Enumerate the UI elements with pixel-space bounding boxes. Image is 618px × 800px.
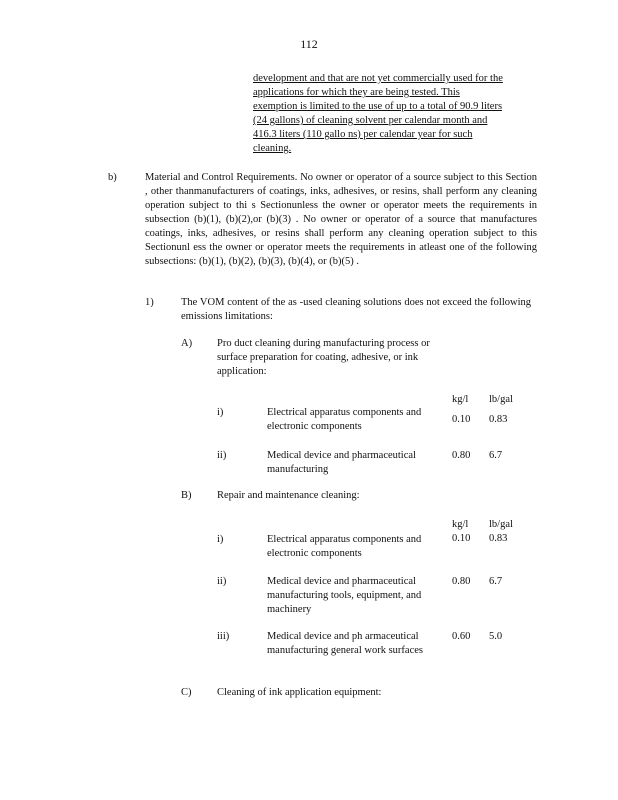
unit-lb-header: lb/gal [489,394,513,405]
exemption-line: (24 gallons) of cleaning solvent per calendar month and [253,115,488,126]
limit-row-label: i) [217,407,224,418]
category-a-label: A) [181,338,193,349]
category-a-text: Pro duct cleaning during manufacturing process or surface preparation for coating, adhesive, or ink application: [217,338,430,377]
limit-row-kg: 0.80 [452,450,471,461]
limit-row-kg: 0.10 [452,533,471,544]
category-b-text: Repair and maintenance cleaning: [217,490,360,501]
limit-row-lb: 5.0 [489,631,503,642]
unit-lb-header: lb/gal [489,519,513,530]
page-number: 112 [300,37,318,51]
exemption-line: cleaning. [253,143,292,154]
limit-row-lb: 6.7 [489,576,503,587]
limit-row-label: i) [217,534,224,545]
category-c-text: Cleaning of ink application equipment: [217,687,382,698]
limit-row-kg: 0.60 [452,631,471,642]
limit-row-text: Electrical apparatus components and electronic components [267,534,422,559]
limit-row-label: iii) [217,631,230,642]
exemption-line: applications for which they are being tested. This [253,87,460,98]
unit-kg-header: kg/l [452,519,469,530]
limit-row-lb: 6.7 [489,450,503,461]
limit-row-label: ii) [217,450,227,461]
limit-row-lb: 0.83 [489,414,508,425]
exemption-line: exemption is limited to the use of up to a total of 90.9 liters [253,101,503,112]
item-1-label: 1) [145,297,154,308]
item-1-text: The VOM content of the as -used cleaning solutions does not exceed the following emissions limitations: [181,297,531,322]
section-b-label: b) [108,172,117,183]
limit-row-kg: 0.10 [452,414,471,425]
category-b-label: B) [181,490,192,501]
exemption-line: 416.3 liters (110 gallo ns) per calendar year for such [253,129,473,140]
limit-row-lb: 0.83 [489,533,508,544]
limit-row-text: Medical device and pharmaceutical manufacturing [267,450,416,475]
limit-row-label: ii) [217,576,227,587]
limit-row-text: Medical device and ph armaceutical manufacturing general work surfaces [267,631,423,656]
limit-row-text: Electrical apparatus components and electronic components [267,407,422,432]
unit-kg-header: kg/l [452,394,469,405]
section-b-text: Material and Control Requirements. No owner or operator of a source subject to this Section , other thanmanufacturers of coatings, inks, adhesives, or resins, shall perform any cleaning operation subject to thi s Sectionunless the owner or operator meets the requirements in subsection (b)(1), (b)(2),or (b)(3) . No owner or operator of a source that manufactures coatings, inks, adhesives, or resins shall perform any cleaning operation subject to this Sectionunl ess the owner or operator meets the requirements in atleast one of the following subsections: (b)(1), (b)(2), (b)(3), (b)(4), or (b)(5) . [145,172,537,267]
limit-row-text: Medical device and pharmaceutical manufacturing tools, equipment, and machinery [267,576,422,615]
category-c-label: C) [181,687,192,698]
exemption-continuation [253,72,541,156]
limit-row-kg: 0.80 [452,576,471,587]
exemption-line: development and that are not yet commercially used for the [253,73,503,84]
